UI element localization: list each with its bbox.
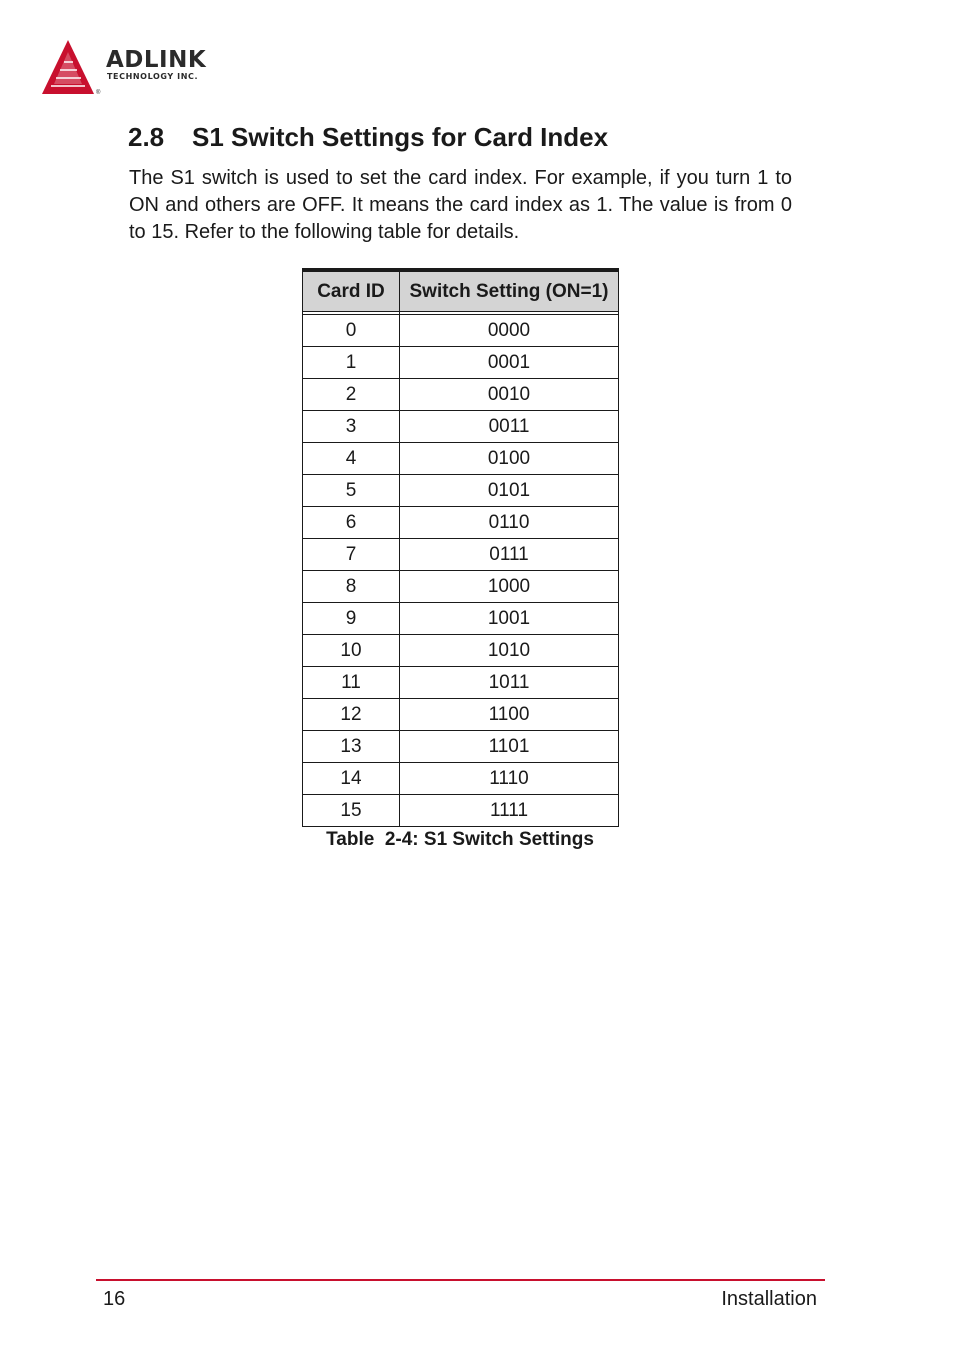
section-number: 2.8 [128,122,165,152]
switch-setting-cell: 0010 [400,379,619,411]
table-row [303,411,619,443]
logo-name: ADLINK [106,47,207,73]
card-id-cell: 7 [303,539,400,571]
switch-setting-cell: 1001 [400,603,619,635]
table-row [303,539,619,571]
section-body-text: The S1 switch is used to set the card index. For example, if you turn 1 to ON and others are OFF. It means the card index as 1. The value is from 0 to 15. Refer to the following table for details. [129,167,792,243]
adlink-triangle-logo-icon [42,38,102,98]
switch-setting-cell: 0101 [400,475,619,507]
table-body [303,312,619,827]
card-id-cell: 10 [303,635,400,667]
table-header-row [303,270,619,312]
table-row [303,315,619,347]
table-caption: Table 2-4: S1 Switch Settings [326,829,594,850]
card-id-cell: 12 [303,699,400,731]
column-header-card-id: Card ID [303,270,400,312]
switch-setting-cell: 1100 [400,699,619,731]
card-id-cell: 3 [303,411,400,443]
card-id-cell: 4 [303,443,400,475]
footer-chapter-name: Installation [721,1288,817,1310]
card-id-cell: 5 [303,475,400,507]
table-row [303,443,619,475]
section-title [128,121,608,153]
card-id-cell: 8 [303,571,400,603]
table-row [303,475,619,507]
section-title-text: S1 Switch Settings for Card Index [192,122,609,152]
switch-setting-cell: 0110 [400,507,619,539]
card-id-cell: 2 [303,379,400,411]
card-id-cell: 15 [303,795,400,827]
adlink-logo [42,38,242,100]
card-id-cell: 6 [303,507,400,539]
switch-setting-cell: 1000 [400,571,619,603]
footer-divider [96,1279,825,1281]
table-row [303,763,619,795]
switch-setting-cell: 0100 [400,443,619,475]
table-row [303,635,619,667]
logo-subtitle: TECHNOLOGY INC. [107,72,199,81]
table-row [303,571,619,603]
switch-setting-cell: 1010 [400,635,619,667]
card-id-cell: 13 [303,731,400,763]
s1-switch-settings-table [302,268,619,827]
table-row [303,667,619,699]
table-row [303,347,619,379]
card-id-cell: 9 [303,603,400,635]
table-row [303,699,619,731]
switch-setting-cell: 1111 [400,795,619,827]
switch-setting-cell: 0001 [400,347,619,379]
card-id-cell: 1 [303,347,400,379]
switch-setting-cell: 1110 [400,763,619,795]
table-row [303,379,619,411]
switch-setting-cell: 0111 [400,539,619,571]
switch-setting-cell: 0011 [400,411,619,443]
column-header-switch-setting: Switch Setting (ON=1) [400,270,619,312]
table-row [303,507,619,539]
table-row [303,603,619,635]
card-id-cell: 11 [303,667,400,699]
registered-mark: ® [96,90,101,96]
card-id-cell: 14 [303,763,400,795]
footer-page-number: 16 [103,1288,126,1310]
card-id-cell: 0 [303,315,400,347]
switch-setting-cell: 1011 [400,667,619,699]
switch-setting-cell: 0000 [400,315,619,347]
table-row [303,795,619,827]
switch-setting-cell: 1101 [400,731,619,763]
table-row [303,731,619,763]
